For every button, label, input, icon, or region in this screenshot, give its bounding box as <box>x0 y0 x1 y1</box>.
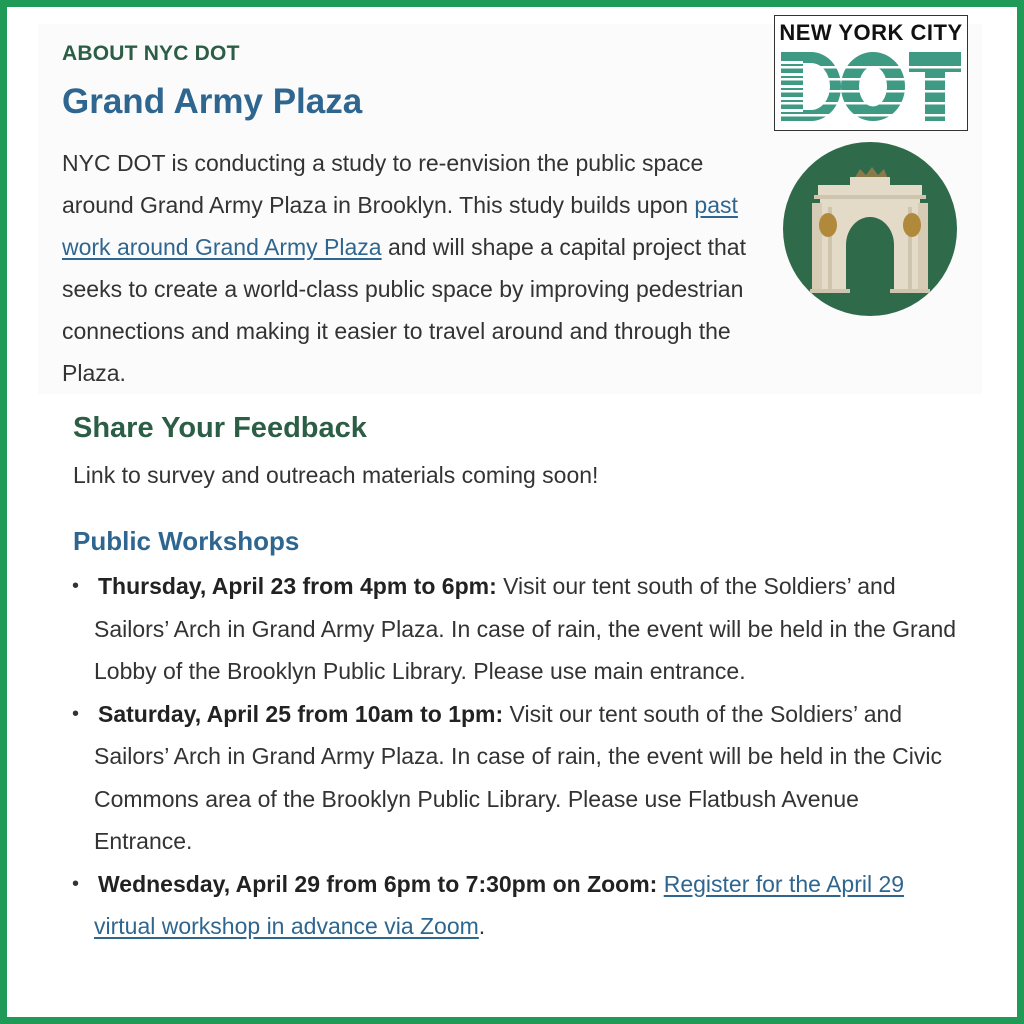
workshop-item-april-23 <box>62 565 962 693</box>
feedback-text: Link to survey and outreach materials coming soon! <box>73 462 599 488</box>
zoom-register-link[interactable]: Register for the April 29 virtual workshop in advance via Zoom <box>94 870 905 939</box>
workshops-list <box>62 565 962 948</box>
workshop-date: Thursday, April 23 from 4pm to 6pm: <box>98 573 497 599</box>
workshops-heading: Public Workshops <box>73 526 300 556</box>
arch-icon <box>782 141 958 317</box>
feedback-heading: Share Your Feedback <box>73 412 367 444</box>
section-eyebrow: ABOUT NYC DOT <box>62 42 240 65</box>
page-title: Grand Army Plaza <box>62 82 363 121</box>
arch-badge <box>782 141 958 317</box>
intro-text-before: NYC DOT is conducting a study to re-envision the public space around Grand Army Plaza in Brooklyn. This study builds upon <box>62 150 704 218</box>
dot-wordmark-icon <box>781 52 961 124</box>
workshop-details: Visit our tent south of the Soldiers’ and Sailors’ Arch in Grand Army Plaza. In case of rain, the event will be held in the Civic Commons area of the Brooklyn Public Library. Please use Flatbush Avenue Entrance. <box>94 700 942 854</box>
workshop-date: Wednesday, April 29 from 6pm to 7:30pm on Zoom: <box>98 870 658 897</box>
workshop-details: Visit our tent south of the Soldiers’ and Sailors’ Arch in Grand Army Plaza. In case of rain, the event will be held in the Grand Lobby of the Brooklyn Public Library. Please use main entrance. <box>94 573 957 684</box>
workshop-date: Saturday, April 25 from 10am to 1pm: <box>98 700 504 727</box>
logo-text: NEW YORK CITY <box>779 20 963 45</box>
workshop-item-april-29 <box>62 863 962 948</box>
intro-text-after: and will shape a capital project that seeks to create a world-class public space by improving pedestrian connections and making it easier to travel around and through the Plaza. <box>62 234 746 386</box>
workshop-trailing: . <box>478 913 486 939</box>
bullet-icon: • <box>72 702 80 725</box>
bullet-icon: • <box>72 872 80 895</box>
nyc-dot-logo <box>774 15 968 131</box>
workshop-item-april-25 <box>62 693 962 863</box>
bullet-icon: • <box>72 575 80 597</box>
past-work-link[interactable]: past work around Grand Army Plaza <box>62 192 738 260</box>
intro-paragraph <box>62 142 762 394</box>
